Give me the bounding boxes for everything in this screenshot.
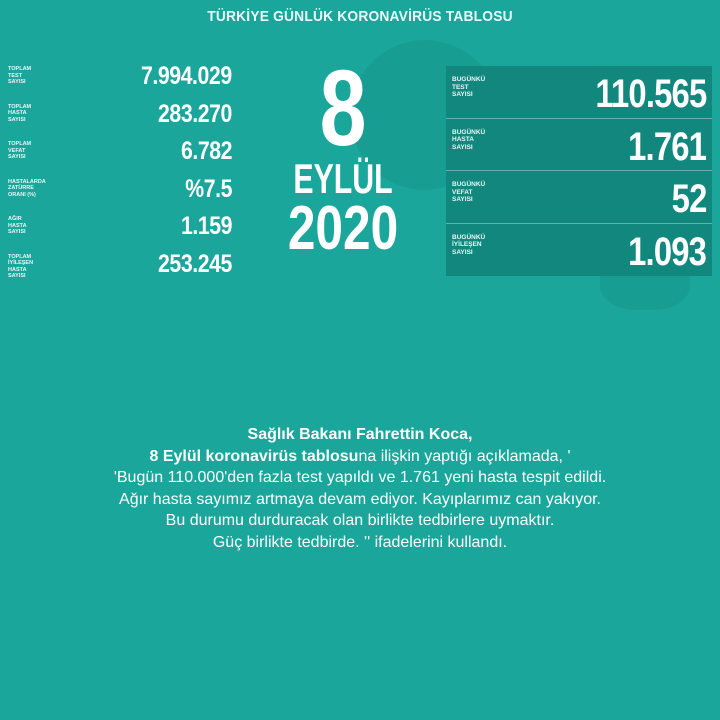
date-year: 2020: [287, 194, 399, 263]
stat-value: 253.245: [158, 249, 232, 278]
caption: [20, 424, 700, 553]
stat-label: HASTALARDA ZATÜRRE ORANI (%): [8, 178, 46, 198]
stat-total-deaths: [8, 137, 240, 175]
stat-label: AĞIR HASTA SAYISI: [8, 216, 27, 235]
stat-total-recovered: [8, 250, 240, 288]
stat-label: TOPLAM HASTA SAYISI: [8, 103, 32, 123]
today-label: BUGÜNKÜ HASTA SAYISI: [452, 128, 486, 151]
stat-critical-cases: [8, 212, 240, 250]
today-value: 1.761: [628, 124, 706, 169]
stat-pneumonia-rate: [8, 175, 240, 213]
caption-line-3: 'Bugün 110.000'den fazla test yapıldı ve 1.761 yeni hasta tespit edildi.: [113, 469, 607, 486]
caption-line-4: Ağır hasta sayımız artmaya devam ediyor. Kayıplarımız can yakıyor.: [119, 490, 601, 508]
stat-value: 7.994.029: [141, 62, 232, 90]
today-value: 110.565: [594, 72, 706, 116]
page-title: TÜRKİYE GÜNLÜK KORONAVİRÜS TABLOSU: [207, 8, 513, 25]
today-tests: [446, 66, 712, 119]
today-panel: [446, 66, 712, 276]
today-deaths: [446, 171, 712, 224]
today-cases: [446, 119, 712, 172]
today-value: 52: [671, 177, 706, 221]
stat-total-tests: [8, 62, 240, 100]
caption-line-2-bold: 8 Eylül koronavirüs tablosu: [149, 447, 359, 465]
caption-line-2-rest: na ilişkin yaptığı açıklamada, ': [358, 447, 571, 465]
stat-label: TOPLAM TEST SAYISI: [8, 66, 32, 85]
stat-value: %7.5: [185, 174, 232, 203]
date-month: EYLÜL: [293, 155, 393, 202]
stat-label: TOPLAM VEFAT SAYISI: [8, 141, 32, 160]
caption-line-1: Sağlık Bakanı Fahrettin Koca,: [247, 426, 473, 443]
totals-list: [8, 62, 240, 287]
stat-value: 1.159: [180, 212, 232, 240]
today-value: 1.093: [628, 229, 706, 274]
today-recovered: [446, 224, 712, 277]
today-label: BUGÜNKÜ İYİLEŞEN SAYISI: [452, 233, 486, 256]
date-day: 8: [319, 47, 367, 168]
caption-line-6: Güç birlikte tedbirde. '' ifadelerini kullandı.: [212, 533, 508, 551]
date-block: [258, 47, 428, 263]
stat-value: 283.270: [158, 99, 232, 128]
stat-label: TOPLAM İYİLEŞEN HASTA SAYISI: [8, 253, 34, 279]
today-label: BUGÜNKÜ VEFAT SAYISI: [452, 181, 486, 203]
stat-total-cases: [8, 100, 240, 138]
stat-value: 6.782: [180, 137, 232, 165]
caption-line-5: Bu durumu durduracak olan birlikte tedbirlere uymaktır.: [165, 512, 555, 529]
today-label: BUGÜNKÜ TEST SAYISI: [452, 76, 486, 98]
